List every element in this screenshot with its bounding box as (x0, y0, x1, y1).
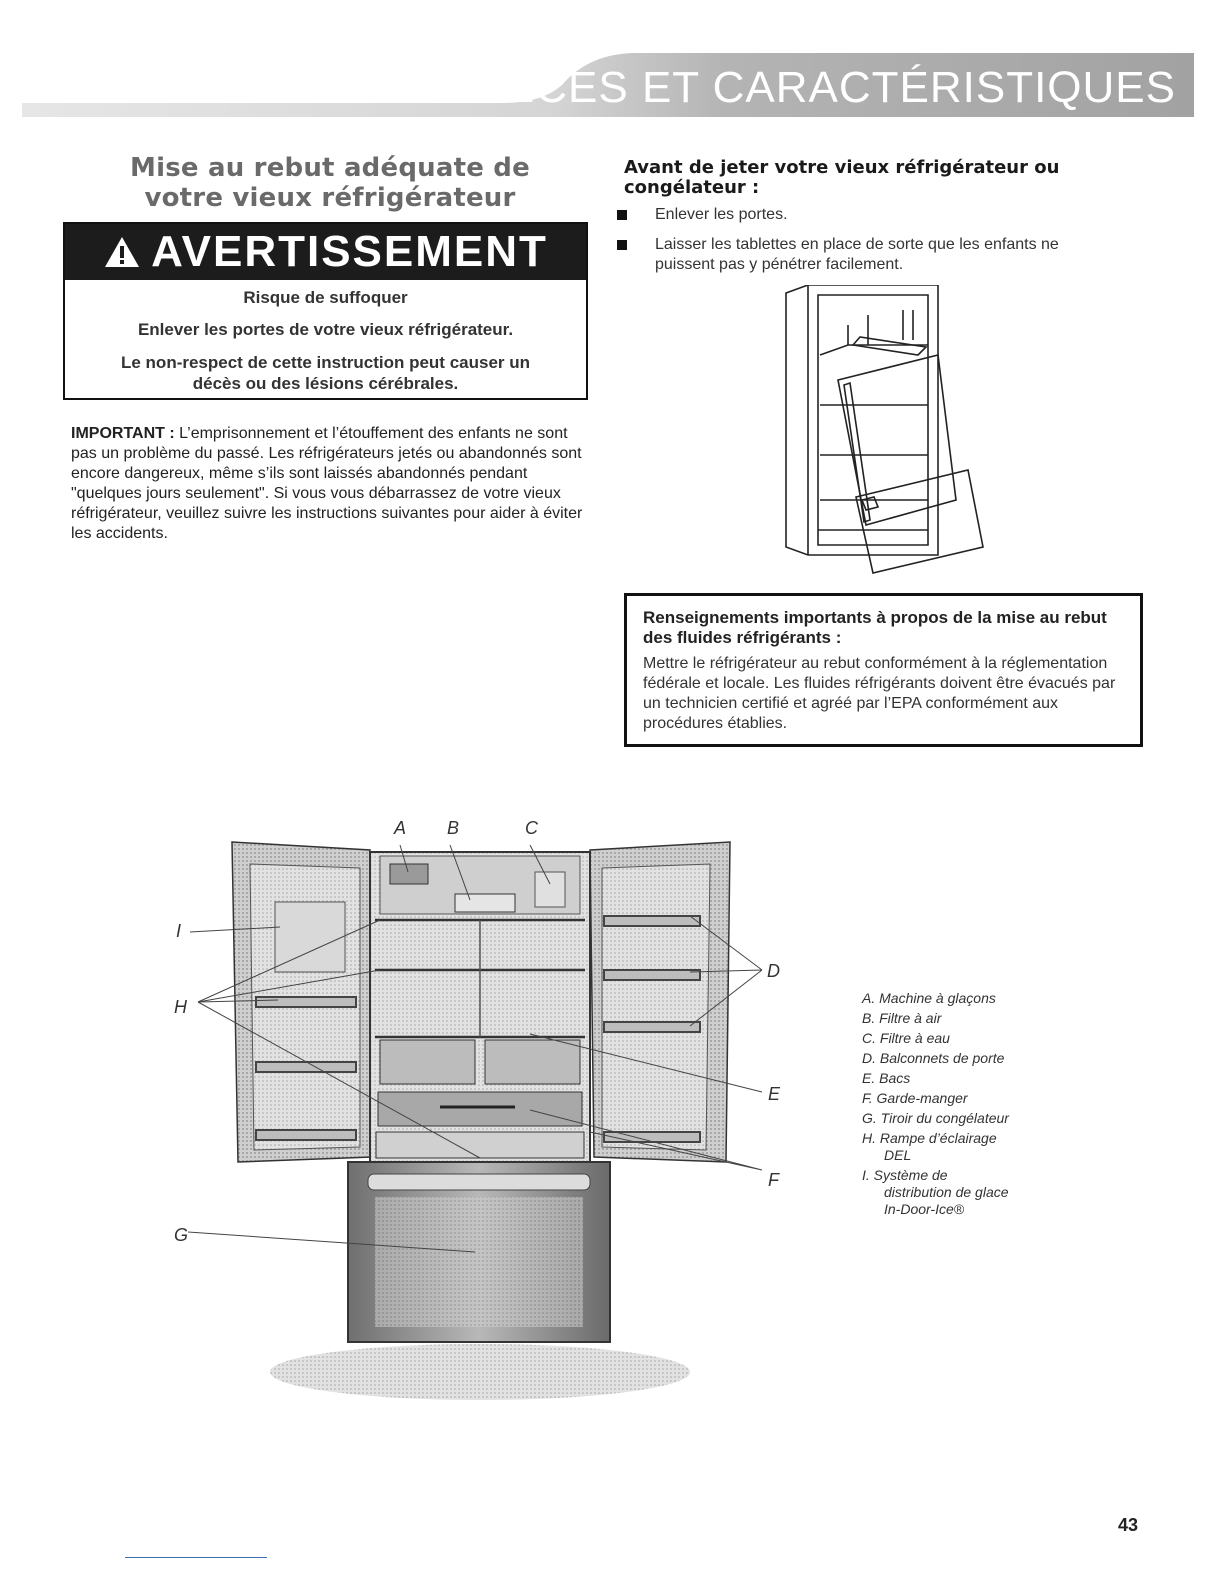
list-item (617, 205, 1117, 225)
callout-i: I (176, 921, 182, 941)
important-label: IMPORTANT : (71, 425, 175, 442)
list-item (617, 235, 1117, 275)
warning-triangle-icon (103, 235, 141, 269)
legend-item: E. Bacs (862, 1070, 911, 1086)
before-heading: Avant de jeter votre vieux réfrigérateur ou congélateur : (624, 157, 1060, 198)
legend-item: F. Garde-manger (862, 1090, 968, 1106)
important-text: L’emprisonnement et l’étouffement des enfants ne sont pas un problème du passé. Les réfrigérateurs jetés ou abandonnés sont encore dangereux, même s’ils sont laissés abandonnés pendant "quelques jours seulement". Si vous vous débarrassez de votre vieux réfrigérateur, veuillez suivre les instructions suivantes pour aider à éviter les accidents. (71, 425, 583, 542)
legend-item: H. Rampe d’éclairage DEL (862, 1130, 997, 1163)
callout-h: H (174, 997, 187, 1017)
disposal-heading-line1: Mise au rebut adéquate de (130, 153, 530, 183)
list-item-text: Laisser les tablettes en place de sorte que les enfants ne puissent pas y pénétrer facilement. (655, 236, 1059, 273)
header-banner (22, 45, 1194, 117)
footer-rule (125, 1557, 267, 1558)
bullet-square-icon (617, 210, 627, 220)
legend-item: B. Filtre à air (862, 1010, 942, 1026)
callout-a: A (394, 818, 407, 838)
warning-line1: Risque de suffoquer (243, 288, 408, 307)
warning-heading: AVERTISSEMENT (151, 227, 548, 276)
bullet-square-icon (617, 240, 627, 250)
callout-e: E (768, 1084, 781, 1104)
callout-b: B (447, 818, 460, 838)
page-title: PIÈCES ET CARACTÉRISTIQUES (461, 63, 1176, 112)
callout-g: G (174, 1225, 189, 1245)
legend-item: G. Tiroir du congélateur (862, 1110, 1009, 1126)
parts-legend (862, 990, 1064, 1221)
warning-header (65, 224, 586, 280)
disposal-heading-line2: votre vieux réfrigérateur (144, 183, 516, 213)
warning-line3: Le non-respect de cette instruction peut causer un décès ou des lésions cérébrales. (120, 353, 531, 393)
warning-line2: Enlever les portes de votre vieux réfrigérateur. (137, 320, 514, 339)
callout-c: C (525, 818, 538, 838)
legend-item: D. Balconnets de porte (862, 1050, 1005, 1066)
legend-item: A. Machine à glaçons (862, 990, 996, 1006)
info-text: Mettre le réfrigérateur au rebut conformément à la réglementation fédérale et locale. Les fluides réfrigérants doivent être évacués par un technicien certifié et agréé par l’EPA conformément aux procédures établies. (643, 655, 1116, 732)
legend-item: C. Filtre à eau (862, 1030, 950, 1046)
refrigerant-info-box (624, 593, 1143, 747)
before-list (617, 205, 1117, 285)
important-paragraph (71, 424, 589, 544)
disposal-heading (110, 153, 550, 213)
list-item-text: Enlever les portes. (655, 206, 788, 223)
callout-f: F (768, 1170, 779, 1190)
callout-d: D (767, 961, 780, 981)
fridge-parts-diagram (170, 812, 790, 1402)
doors-removed-fridge-illustration (778, 285, 993, 575)
legend-item: I. Système de distribution de glace In-Door-Ice® (862, 1167, 1009, 1217)
info-title: Renseignements importants à propos de la mise au rebut des fluides réfrigérants : (643, 608, 1107, 647)
warning-box (63, 222, 588, 400)
page-number: 43 (1118, 1515, 1139, 1535)
